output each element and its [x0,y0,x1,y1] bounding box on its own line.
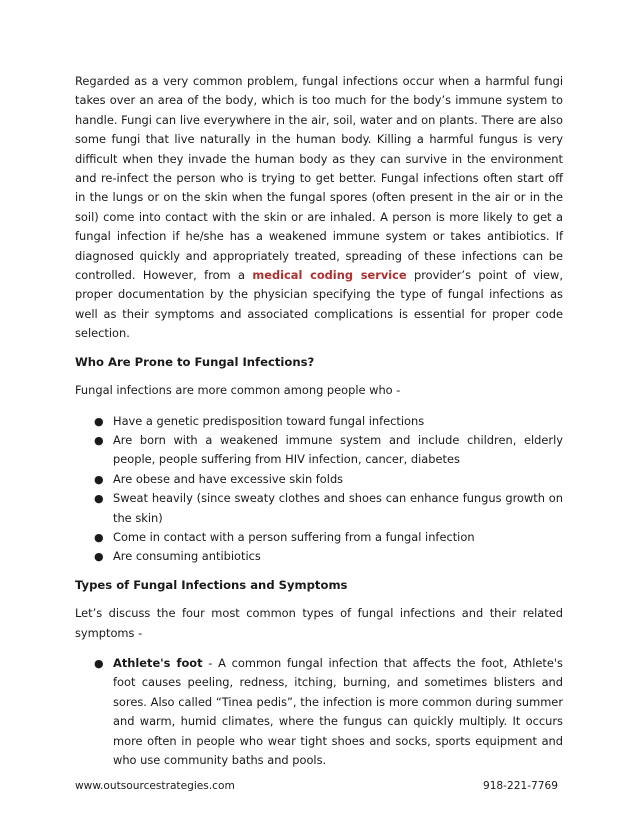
bullet-icon: ● [94,472,104,486]
list-item: ● Come in contact with a person suffering from a fungal infection [75,528,563,547]
list-item: ● Have a genetic predisposition toward fungal infections [75,412,563,431]
bullet-icon: ● [94,530,104,544]
document-body [75,72,563,770]
types-list [75,654,563,770]
term-athletes-foot: Athlete's foot [113,655,203,670]
section-heading-prone: Who Are Prone to Fungal Infections? [75,354,315,369]
bullet-icon: ● [94,656,104,670]
section-heading-types: Types of Fungal Infections and Symptoms [75,577,348,592]
list-item: ● Athlete's foot - A common fungal infection that affects the foot, Athlete's foot causes peeling, redness, itching, burning, and sometimes blisters and sores. Also called “Tinea pedis”, the infection is more common during summer and warm, humid climates, where the fungus can quickly multiply. It occurs more often in people who wear tight shoes and socks, sports equipment and who use community baths and pools. [94,655,563,767]
page-footer [75,780,563,792]
section-lead-prone: Fungal infections are more common among people who - [75,383,401,398]
list-item: ● Sweat heavily (since sweaty clothes and shoes can enhance fungus growth on the skin) [94,491,563,525]
prone-list [75,412,563,567]
intro-text-2: provider’s point of view, proper documentation by the physician specifying the type of fungal infections as well as their symptoms and associated complications is essential for proper code selection. [75,268,563,341]
bullet-icon: ● [94,414,104,428]
bullet-icon: ● [94,492,104,506]
footer-website[interactable]: www.outsourcestrategies.com [75,780,235,792]
footer-phone: 918-221-7769 [482,780,558,792]
list-item: ● Are obese and have excessive skin folds [75,470,563,489]
bullet-icon: ● [94,550,104,564]
list-item: ● Are born with a weakened immune system and include children, elderly people, people suffering from HIV infection, cancer, diabetes [94,432,563,467]
bullet-icon: ● [94,433,104,447]
intro-text-1: Regarded as a very common problem, fungal infections occur when a harmful fungi takes over an area of the body, which is too much for the body’s immune system to handle. Fungi can live everywhere in the air, soil, water and on plants. There are also some fungi that live naturally in the human body. Killing a harmful fungus is very difficult when they invade the human body as they can survive in the environment and re-infect the person who is trying to get better. Fungal infections often start off in the lungs or on the skin when the fungal spores (often present in the air or in the soil) come into contact with the skin or are inhaled. A person is more likely to get a fungal infection if he/she has a weakened immune system or takes antibiotics. If diagnosed quickly and appropriately treated, spreading of these infections can be controlled. However, from a [75,74,563,283]
intro-paragraph [75,72,563,344]
list-item: ● Are consuming antibiotics [75,547,563,566]
section-lead-types: Let’s discuss the four most common types of fungal infections and their related symptoms - [75,606,563,640]
medical-coding-service-link[interactable]: medical coding service [252,268,407,283]
